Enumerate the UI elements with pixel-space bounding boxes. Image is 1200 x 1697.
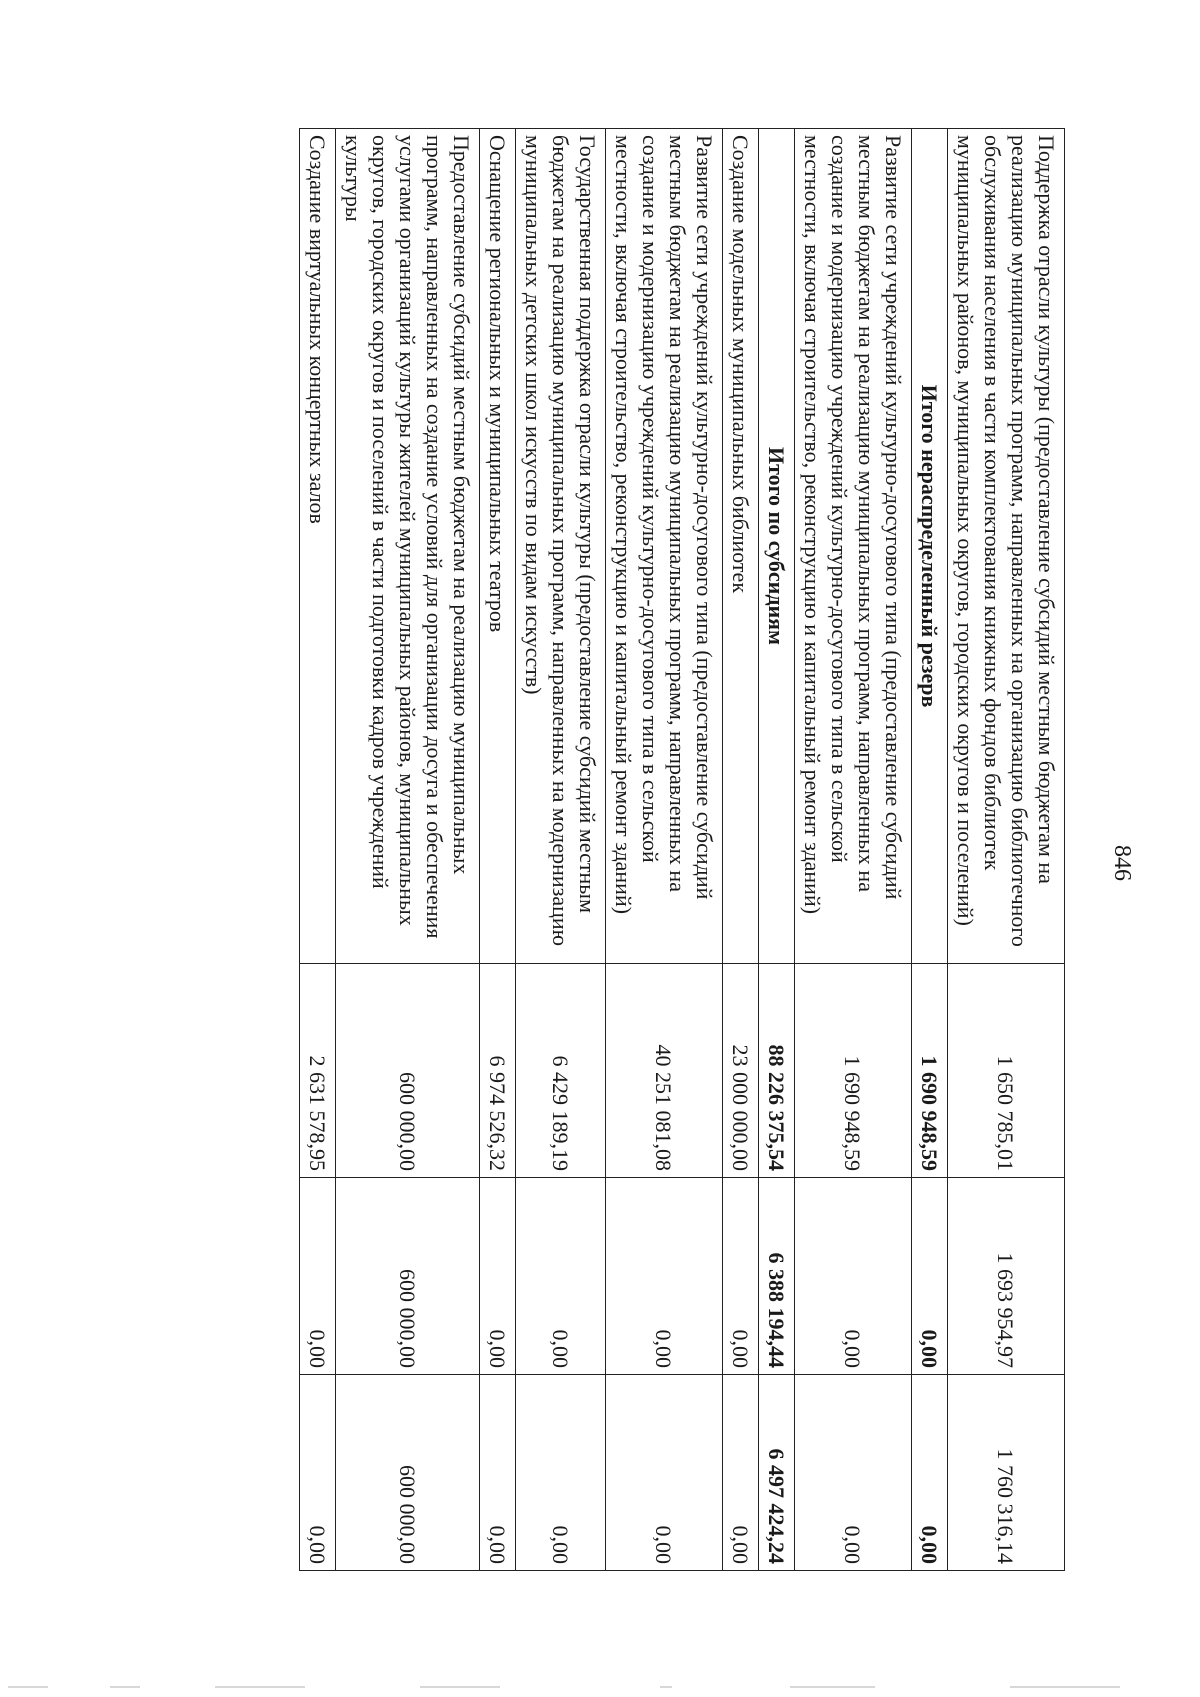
row-name-cell: Итого нераспределенный резерв <box>912 129 948 964</box>
row-value-2023-cell: 0,00 <box>480 1375 516 1571</box>
row-value-2021-cell: 6 429 189,19 <box>516 964 606 1178</box>
row-value-2021-cell: 40 251 081,08 <box>606 964 723 1178</box>
table-row <box>723 129 759 1571</box>
row-value-2021-cell: 600 000,00 <box>336 964 480 1178</box>
table-row <box>795 129 912 1571</box>
row-value-2022-cell: 0,00 <box>606 1178 723 1375</box>
row-value-2023-cell: 1 760 316,14 <box>948 1375 1065 1571</box>
row-name-cell: Предоставление субсидий местным бюджетам на реализацию муниципальных программ, направленных на создание условий для организации досуга и обеспечения услугами организаций культуры жителей муниципальных районов, муниципальных округов, городских округов и поселений в части подготовки кадров учреждений культуры <box>336 129 480 964</box>
row-value-2022-cell: 6 388 194,44 <box>759 1178 795 1375</box>
row-value-2023-cell: 0,00 <box>723 1375 759 1571</box>
table-row <box>300 129 336 1571</box>
row-value-2022-cell: 0,00 <box>300 1178 336 1375</box>
row-value-2021-cell: 1 690 948,59 <box>795 964 912 1178</box>
row-value-2023-cell: 0,00 <box>795 1375 912 1571</box>
table-row <box>606 129 723 1571</box>
row-name-cell: Оснащение региональных и муниципальных театров <box>480 129 516 964</box>
row-value-2022-cell: 1 693 954,97 <box>948 1178 1065 1375</box>
table-row <box>516 129 606 1571</box>
row-value-2023-cell: 6 497 424,24 <box>759 1375 795 1571</box>
table-row <box>948 129 1065 1571</box>
row-name-cell: Создание виртуальных концертных залов <box>300 129 336 964</box>
budget-table <box>299 128 1065 1571</box>
row-name-cell: Развитие сети учреждений культурно-досугового типа (предоставление субсидий местным бюджетам на реализацию муниципальных программ, направленных на создание и модернизацию учреждений культурно-досугового типа в сельской местности, включая строительство, реконструкцию и капитальный ремонт зданий) <box>606 129 723 964</box>
row-value-2022-cell: 0,00 <box>723 1178 759 1375</box>
row-value-2022-cell: 0,00 <box>912 1178 948 1375</box>
row-value-2021-cell: 2 631 578,95 <box>300 964 336 1178</box>
row-value-2023-cell: 0,00 <box>912 1375 948 1571</box>
row-value-2021-cell: 88 226 375,54 <box>759 964 795 1178</box>
row-value-2023-cell: 0,00 <box>300 1375 336 1571</box>
row-value-2022-cell: 0,00 <box>480 1178 516 1375</box>
row-value-2021-cell: 6 974 526,32 <box>480 964 516 1178</box>
row-name-cell: Итого по субсидиям <box>759 129 795 964</box>
row-value-2021-cell: 1 690 948,59 <box>912 964 948 1178</box>
row-value-2022-cell: 600 000,00 <box>336 1178 480 1375</box>
row-name-cell: Развитие сети учреждений культурно-досугового типа (предоставление субсидий местным бюджетам на реализацию муниципальных программ, направленных на создание и модернизацию учреждений культурно-досугового типа в сельской местности, включая строительство, реконструкцию и капитальный ремонт зданий) <box>795 129 912 964</box>
row-value-2023-cell: 600 000,00 <box>336 1375 480 1571</box>
row-value-2023-cell: 0,00 <box>606 1375 723 1571</box>
page-number: 846 <box>1109 845 1135 881</box>
row-value-2022-cell: 0,00 <box>795 1178 912 1375</box>
row-name-cell: Создание модельных муниципальных библиотек <box>723 129 759 964</box>
table-row <box>336 129 480 1571</box>
row-value-2021-cell: 1 650 785,01 <box>948 964 1065 1178</box>
row-value-2021-cell: 23 000 000,00 <box>723 964 759 1178</box>
table-row <box>480 129 516 1571</box>
total-row <box>759 129 795 1571</box>
total-row <box>912 129 948 1571</box>
row-value-2022-cell: 0,00 <box>516 1178 606 1375</box>
scan-artifact-strip <box>0 1686 1200 1690</box>
row-value-2023-cell: 0,00 <box>516 1375 606 1571</box>
row-name-cell: Государственная поддержка отрасли культуры (предоставление субсидий местным бюджетам на реализацию муниципальных программ, направленных на модернизацию муниципальных детских школ искусств по видам искусств) <box>516 129 606 964</box>
row-name-cell: Поддержка отрасли культуры (предоставление субсидий местным бюджетам на реализацию муниципальных программ, направленных на организацию библиотечного обслуживания населения в части комплектования книжных фондов библиотек муниципальных районов, муниципальных округов, городских округов и поселений) <box>948 129 1065 964</box>
